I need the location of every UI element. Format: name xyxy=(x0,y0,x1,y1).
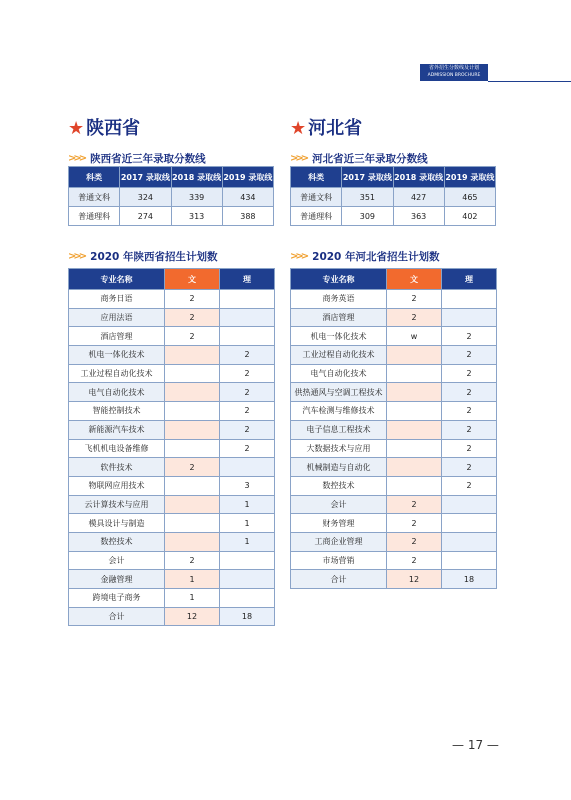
section-header-tag xyxy=(420,64,488,81)
star-icon: ★ xyxy=(68,118,85,139)
column-header: 理 xyxy=(220,269,275,290)
table-cell xyxy=(387,346,442,365)
table-cell: 模具设计与制造 xyxy=(69,514,165,533)
table-cell: 2 xyxy=(165,551,220,570)
table-cell: 18 xyxy=(220,607,275,626)
table-cell: 工业过程自动化技术 xyxy=(69,364,165,383)
province-name: 河北省 xyxy=(308,118,363,139)
table-cell xyxy=(165,383,220,402)
province-heading xyxy=(68,118,274,140)
table-row xyxy=(69,364,275,383)
table-cell: 2 xyxy=(442,420,497,439)
column-header: 2017 录取线 xyxy=(342,167,393,188)
table-cell: 工商企业管理 xyxy=(291,532,387,551)
table-cell xyxy=(220,570,275,589)
table-cell: 2 xyxy=(387,532,442,551)
table-cell: 313 xyxy=(171,207,222,226)
plan-section-title: 2020 年陕西省招生计划数 xyxy=(90,250,218,263)
table-cell: 酒店管理 xyxy=(291,308,387,327)
shaanxi-column xyxy=(68,118,274,626)
table-cell xyxy=(165,402,220,421)
table-cell: 智能控制技术 xyxy=(69,402,165,421)
table-cell: 309 xyxy=(342,207,393,226)
table-row xyxy=(291,346,497,365)
column-header: 科类 xyxy=(291,167,342,188)
table-row xyxy=(69,551,275,570)
hebei-column xyxy=(290,118,496,589)
table-cell xyxy=(387,420,442,439)
table-cell: 工业过程自动化技术 xyxy=(291,346,387,365)
table-row xyxy=(69,514,275,533)
table-cell: 普通理科 xyxy=(291,207,342,226)
chevrons-icon: >>> xyxy=(68,250,85,262)
table-row xyxy=(291,290,497,309)
column-header: 2018 录取线 xyxy=(393,167,444,188)
table-cell: 363 xyxy=(393,207,444,226)
header-title: 省外招生分数线及计划 xyxy=(428,65,479,71)
table-cell: 电子信息工程技术 xyxy=(291,420,387,439)
table-cell: 2 xyxy=(387,495,442,514)
table-cell xyxy=(165,476,220,495)
table-cell: 2 xyxy=(220,346,275,365)
table-cell: 1 xyxy=(220,532,275,551)
plan-section-heading xyxy=(290,248,496,264)
table-cell: 普通文科 xyxy=(69,188,120,207)
column-header: 文 xyxy=(165,269,220,290)
table-cell: 数控技术 xyxy=(69,532,165,551)
table-cell: 2 xyxy=(220,383,275,402)
table-cell xyxy=(220,290,275,309)
table-row xyxy=(291,476,497,495)
table-row xyxy=(69,346,275,365)
table-cell: 2 xyxy=(165,458,220,477)
table-cell xyxy=(220,589,275,608)
table-cell: 财务管理 xyxy=(291,514,387,533)
table-cell xyxy=(165,439,220,458)
table-cell: 1 xyxy=(165,589,220,608)
plan-table xyxy=(68,268,275,626)
table-cell xyxy=(387,402,442,421)
table-cell: 市场营销 xyxy=(291,551,387,570)
table-cell: 2 xyxy=(442,327,497,346)
table-cell: 电气自动化技术 xyxy=(69,383,165,402)
table-row xyxy=(69,402,275,421)
table-header-row xyxy=(69,167,274,188)
table-header-row xyxy=(69,269,275,290)
plan-table xyxy=(290,268,497,589)
table-cell: 274 xyxy=(120,207,171,226)
column-header: 文 xyxy=(387,269,442,290)
table-row xyxy=(291,514,497,533)
table-row xyxy=(291,207,496,226)
table-cell xyxy=(387,439,442,458)
table-cell: 会计 xyxy=(291,495,387,514)
table-cell xyxy=(165,532,220,551)
table-cell: 351 xyxy=(342,188,393,207)
table-cell: 1 xyxy=(165,570,220,589)
table-header-row xyxy=(291,269,497,290)
header-rule xyxy=(488,81,571,82)
province-heading xyxy=(290,118,496,140)
table-cell xyxy=(165,364,220,383)
chevrons-icon: >>> xyxy=(290,152,307,164)
table-cell: 普通理科 xyxy=(69,207,120,226)
table-row xyxy=(69,308,275,327)
column-header: 2019 录取线 xyxy=(444,167,495,188)
table-cell: 商务英语 xyxy=(291,290,387,309)
table-row xyxy=(69,532,275,551)
table-row xyxy=(291,439,497,458)
table-cell xyxy=(220,327,275,346)
table-cell xyxy=(387,383,442,402)
table-row xyxy=(69,420,275,439)
table-cell xyxy=(442,532,497,551)
table-cell: w xyxy=(387,327,442,346)
table-cell xyxy=(442,290,497,309)
table-row xyxy=(69,607,275,626)
table-cell: 434 xyxy=(222,188,273,207)
table-cell: 2 xyxy=(220,402,275,421)
table-cell xyxy=(165,514,220,533)
table-row xyxy=(291,383,497,402)
table-cell: 2 xyxy=(387,551,442,570)
table-row xyxy=(69,188,274,207)
table-cell: 1 xyxy=(220,495,275,514)
table-cell: 427 xyxy=(393,188,444,207)
table-cell: 2 xyxy=(220,420,275,439)
table-row xyxy=(291,327,497,346)
table-cell: 跨境电子商务 xyxy=(69,589,165,608)
column-header: 理 xyxy=(442,269,497,290)
plan-section-title: 2020 年河北省招生计划数 xyxy=(312,250,440,263)
table-cell: 商务日语 xyxy=(69,290,165,309)
table-cell: 2 xyxy=(220,364,275,383)
table-row xyxy=(69,327,275,346)
table-row xyxy=(69,383,275,402)
table-cell: 324 xyxy=(120,188,171,207)
table-cell: 物联网应用技术 xyxy=(69,476,165,495)
chevrons-icon: >>> xyxy=(290,250,307,262)
table-cell: 339 xyxy=(171,188,222,207)
table-row xyxy=(69,495,275,514)
table-row xyxy=(291,420,497,439)
table-cell: 飞机机电设备维修 xyxy=(69,439,165,458)
table-cell: 1 xyxy=(220,514,275,533)
column-header: 2019 录取线 xyxy=(222,167,273,188)
table-cell: 2 xyxy=(165,308,220,327)
plan-section-heading xyxy=(68,248,274,264)
table-cell: 2 xyxy=(165,290,220,309)
table-header-row xyxy=(291,167,496,188)
table-cell: 数控技术 xyxy=(291,476,387,495)
table-cell: 汽车检测与维修技术 xyxy=(291,402,387,421)
table-cell: 2 xyxy=(387,290,442,309)
table-row xyxy=(69,207,274,226)
table-cell: 金融管理 xyxy=(69,570,165,589)
table-cell: 2 xyxy=(442,346,497,365)
table-cell: 2 xyxy=(442,364,497,383)
table-row xyxy=(69,570,275,589)
table-row xyxy=(291,364,497,383)
column-header: 2018 录取线 xyxy=(171,167,222,188)
table-cell: 388 xyxy=(222,207,273,226)
score-section-title: 河北省近三年录取分数线 xyxy=(312,152,428,165)
header-subtitle: ADMISSION BROCHURE xyxy=(427,73,481,78)
table-row xyxy=(291,402,497,421)
table-cell xyxy=(165,346,220,365)
table-row xyxy=(69,458,275,477)
table-cell: 新能源汽车技术 xyxy=(69,420,165,439)
table-row xyxy=(69,476,275,495)
score-section-heading xyxy=(68,150,274,166)
table-cell: 酒店管理 xyxy=(69,327,165,346)
table-cell xyxy=(387,458,442,477)
table-row xyxy=(291,458,497,477)
table-cell: 2 xyxy=(442,402,497,421)
table-cell: 2 xyxy=(387,308,442,327)
table-cell: 3 xyxy=(220,476,275,495)
table-cell: 402 xyxy=(444,207,495,226)
table-row xyxy=(291,570,497,589)
table-cell: 2 xyxy=(165,327,220,346)
table-cell: 12 xyxy=(387,570,442,589)
column-header: 2017 录取线 xyxy=(120,167,171,188)
table-cell: 供热通风与空调工程技术 xyxy=(291,383,387,402)
table-row xyxy=(69,439,275,458)
table-cell: 2 xyxy=(387,514,442,533)
table-cell: 2 xyxy=(442,439,497,458)
table-cell: 软件技术 xyxy=(69,458,165,477)
table-row xyxy=(291,308,497,327)
table-cell: 465 xyxy=(444,188,495,207)
table-cell: 云计算技术与应用 xyxy=(69,495,165,514)
star-icon: ★ xyxy=(290,118,307,139)
table-cell: 12 xyxy=(165,607,220,626)
table-cell: 机械制造与自动化 xyxy=(291,458,387,477)
table-cell: 2 xyxy=(442,476,497,495)
table-cell xyxy=(220,458,275,477)
score-section-title: 陕西省近三年录取分数线 xyxy=(90,152,206,165)
table-cell xyxy=(442,308,497,327)
table-cell: 2 xyxy=(220,439,275,458)
table-cell: 电气自动化技术 xyxy=(291,364,387,383)
table-row xyxy=(69,589,275,608)
table-row xyxy=(291,532,497,551)
column-header: 专业名称 xyxy=(69,269,165,290)
table-row xyxy=(69,290,275,309)
table-cell: 18 xyxy=(442,570,497,589)
page-number: — 17 — xyxy=(452,738,499,752)
province-name: 陕西省 xyxy=(86,118,141,139)
table-cell: 机电一体化技术 xyxy=(291,327,387,346)
table-row xyxy=(291,551,497,570)
table-cell: 2 xyxy=(442,458,497,477)
table-cell: 机电一体化技术 xyxy=(69,346,165,365)
table-cell xyxy=(387,364,442,383)
table-cell xyxy=(220,551,275,570)
table-cell xyxy=(165,420,220,439)
score-table xyxy=(290,166,496,226)
table-cell: 2 xyxy=(442,383,497,402)
table-cell: 合计 xyxy=(69,607,165,626)
column-header: 专业名称 xyxy=(291,269,387,290)
table-row xyxy=(291,188,496,207)
table-cell: 普通文科 xyxy=(291,188,342,207)
table-cell: 会计 xyxy=(69,551,165,570)
table-cell xyxy=(442,551,497,570)
chevrons-icon: >>> xyxy=(68,152,85,164)
table-cell: 合计 xyxy=(291,570,387,589)
table-cell xyxy=(220,308,275,327)
table-cell xyxy=(165,495,220,514)
table-cell xyxy=(442,514,497,533)
table-row xyxy=(291,495,497,514)
table-cell: 应用法语 xyxy=(69,308,165,327)
table-cell xyxy=(387,476,442,495)
table-cell: 大数据技术与应用 xyxy=(291,439,387,458)
table-cell xyxy=(442,495,497,514)
column-header: 科类 xyxy=(69,167,120,188)
score-table xyxy=(68,166,274,226)
score-section-heading xyxy=(290,150,496,166)
